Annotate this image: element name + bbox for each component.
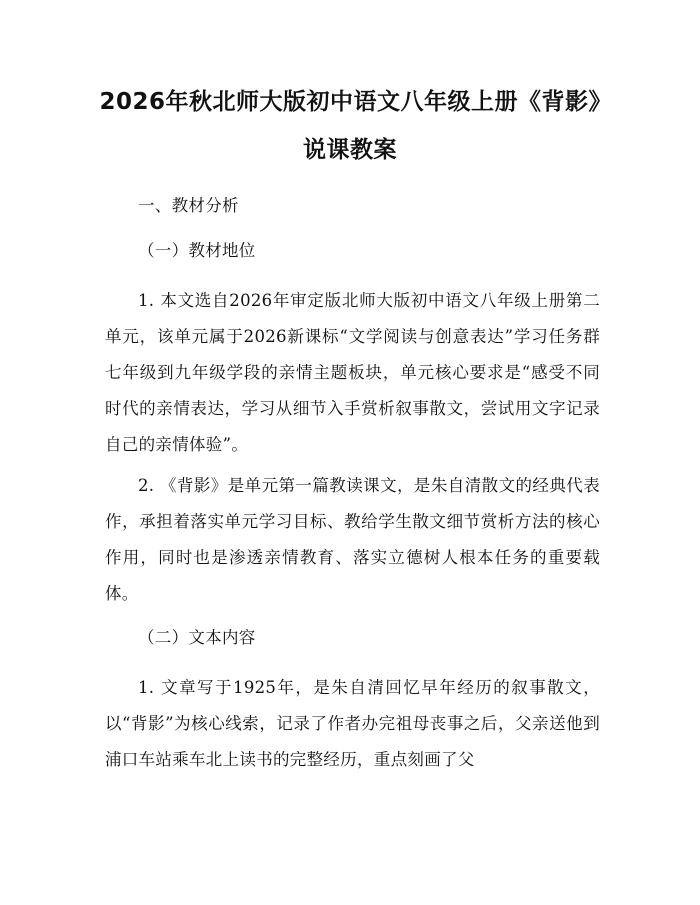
subsection-heading-text-content: （二）文本内容 xyxy=(138,628,256,647)
subsection-heading-material-position: （一）教材地位 xyxy=(138,241,256,260)
document-title: 2026年秋北师大版初中语文八年级上册《背影》说课教案 xyxy=(99,89,601,163)
paragraph-content-1: 1. 文章写于1925年，是朱自清回忆早年经历的叙事散文，以“背影”为核心线索，记录了作者办完祖母丧事之后，父亲送他到浦口车站乘车北上读书的完整经历，重点刻画了父 xyxy=(105,678,600,769)
paragraph-position-2: 2. 《背影》是单元第一篇教读课文，是朱自清散文的经典代表作，承担着落实单元学习目标、教给学生散文细节赏析方法的核心作用，同时也是渗透亲情教育、落实立德树人根本任务的重要载体。 xyxy=(105,476,600,603)
section-heading-materials-analysis: 一、教材分析 xyxy=(138,196,239,215)
paragraph-position-1: 1. 本文选自2026年审定版北师大版初中语文八年级上册第二单元，该单元属于2026新课标“文学阅读与创意表达”学习任务群七年级到九年级学段的亲情主题板块，单元核心要求是“感受不同时代的亲情表达，学习从细节入手赏析叙事散文，尝试用文字记录自己的亲情体验”。 xyxy=(105,291,600,454)
